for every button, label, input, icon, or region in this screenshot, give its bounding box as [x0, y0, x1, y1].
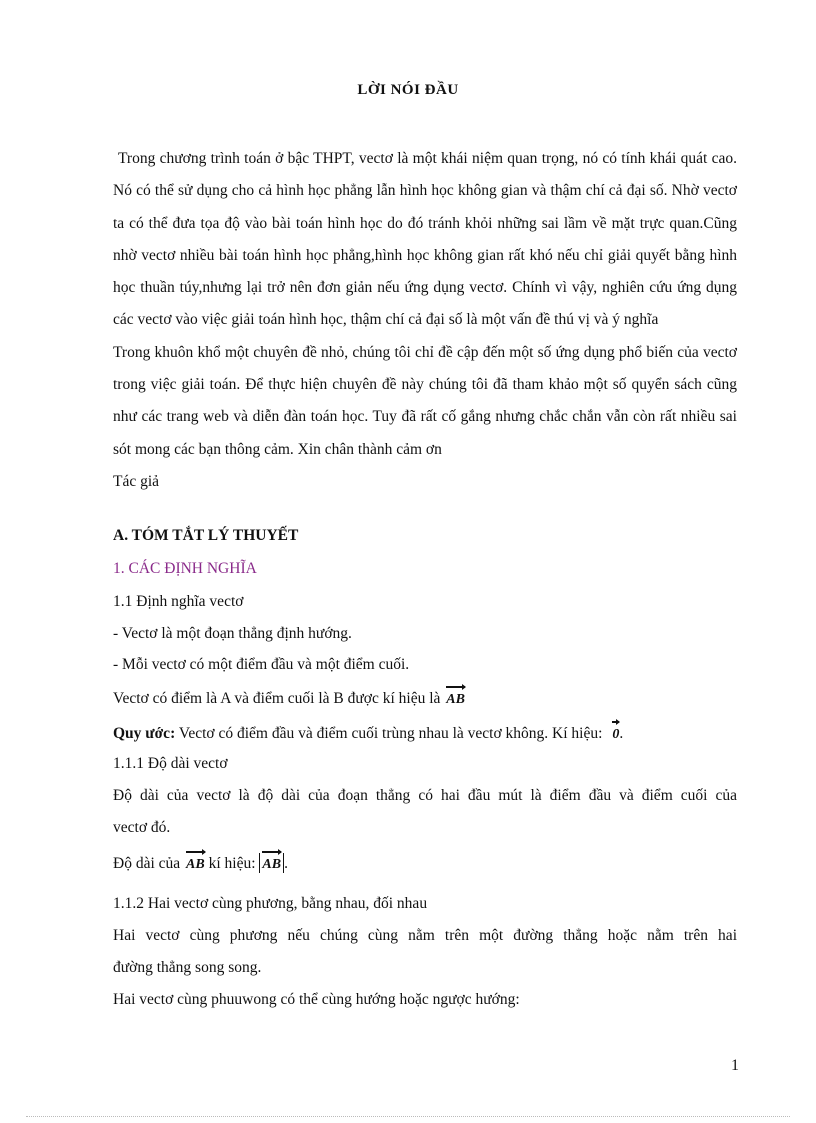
convention-line: Quy ước: Vectơ có điểm đầu và điểm cuối trùng nhau là vectơ không. Kí hiệu: 0.	[113, 723, 623, 743]
author-signature: Tác giả	[113, 472, 160, 490]
intro-paragraph-1: Trong chương trình toán ở bậc THPT, vectơ là một khái niệm quan trọng, nó có tính khái quát cao. Nó có thể sử dụng cho cả hình học phẳng lẫn hình học không gian và thậm chí cả đại số. Nhờ vectơ ta có thể đưa tọa độ vào bài toán hình học do đó tránh khỏi những sai lầm về mặt trực quan.Cũng nhờ vectơ nhiều bài toán hình học phẳng,hình học không gian rất khó nếu chỉ giải quyết bằng hình học thuần túy,nhưng lại trở nên đơn giản nếu ứng dụng vectơ. Chính vì vậy, nghiên cứu ứng dụng các vectơ vào việc giải toán hình học, thậm chí cả đại số là một vấn đề thú vị và ý nghĩa	[113, 150, 737, 329]
page-number: 1	[731, 1057, 739, 1074]
convention-text: Vectơ có điểm đầu và điểm cuối trùng nhau là vectơ không. Kí hiệu:	[178, 725, 603, 742]
length-notation-line: Độ dài của AB kí hiệu: AB .	[113, 853, 288, 873]
length-definition-line-2: vectơ đó.	[113, 819, 171, 836]
subsection-1-1-1: 1.1.1 Độ dài vectơ	[113, 755, 228, 772]
bullet-directed-segment: - Vectơ là một đoạn thẳng định hướng.	[113, 625, 352, 642]
vector-zero-symbol	[612, 723, 619, 743]
bullet-start-end: - Mỗi vectơ có một điểm đầu và một điểm cuối.	[113, 656, 410, 673]
vector-arrow-icon	[612, 721, 619, 727]
length-definition-line-1: Độ dài của vectơ là độ dài của đoạn thẳng có hai đầu mút là điểm đầu và điểm cuối của	[113, 787, 737, 804]
notation-text: Vectơ có điểm là A và điểm cuối là B được kí hiệu là	[113, 690, 441, 707]
direction-line: Hai vectơ cùng phuuwong có thể cùng hướng hoặc ngược hướng:	[113, 991, 520, 1008]
vector-ab-symbol	[186, 853, 205, 873]
subsection-1-1-2: 1.1.2 Hai vectơ cùng phương, bằng nhau, đối nhau	[113, 895, 428, 912]
vector-ab-symbol	[262, 853, 281, 873]
colinear-definition-line-2: đường thẳng song song.	[113, 959, 262, 976]
intro-paragraph-2: Trong khuôn khổ một chuyên đề nhỏ, chúng tôi chỉ đề cập đến một số ứng dụng phổ biến của vectơ trong việc giải toán. Để thực hiện chuyên đề này chúng tôi đã tham khảo một số quyển sách cũng như các trang web và diễn đàn toán học. Tuy đã rất cố gắng nhưng chắc chắn vẫn còn rất nhiều sai sót mong các bạn thông cảm. Xin chân thành cảm ơn	[113, 343, 737, 458]
section-1-heading: 1. CÁC ĐỊNH NGHĨA	[113, 560, 257, 577]
notation-line	[113, 688, 465, 708]
vector-zero-label: 0	[612, 727, 620, 742]
length-of-text: Độ dài của	[113, 855, 181, 872]
vector-arrow-icon	[186, 851, 205, 857]
vector-ab-symbol	[446, 688, 465, 708]
vector-arrow-icon	[446, 686, 465, 692]
intro-section	[113, 143, 737, 498]
vector-ab-label: AB	[262, 857, 282, 872]
colinear-definition-line-1: Hai vectơ cùng phương nếu chúng cùng nằm trên một đường thẳng hoặc nằm trên hai	[113, 927, 737, 944]
page-title: LỜI NÓI ĐẦU	[357, 82, 459, 98]
vector-ab-label: AB	[446, 692, 465, 707]
absolute-value-symbol	[259, 853, 284, 873]
section-a-heading: A. TÓM TẮT LÝ THUYẾT	[113, 527, 299, 544]
subsection-1-1: 1.1 Định nghĩa vectơ	[113, 593, 244, 610]
vector-ab-label: AB	[186, 857, 205, 872]
symbol-label: kí hiệu:	[208, 855, 256, 872]
vector-arrow-icon	[262, 851, 281, 857]
footer-divider	[26, 1116, 790, 1117]
convention-label: Quy ước:	[113, 725, 176, 742]
